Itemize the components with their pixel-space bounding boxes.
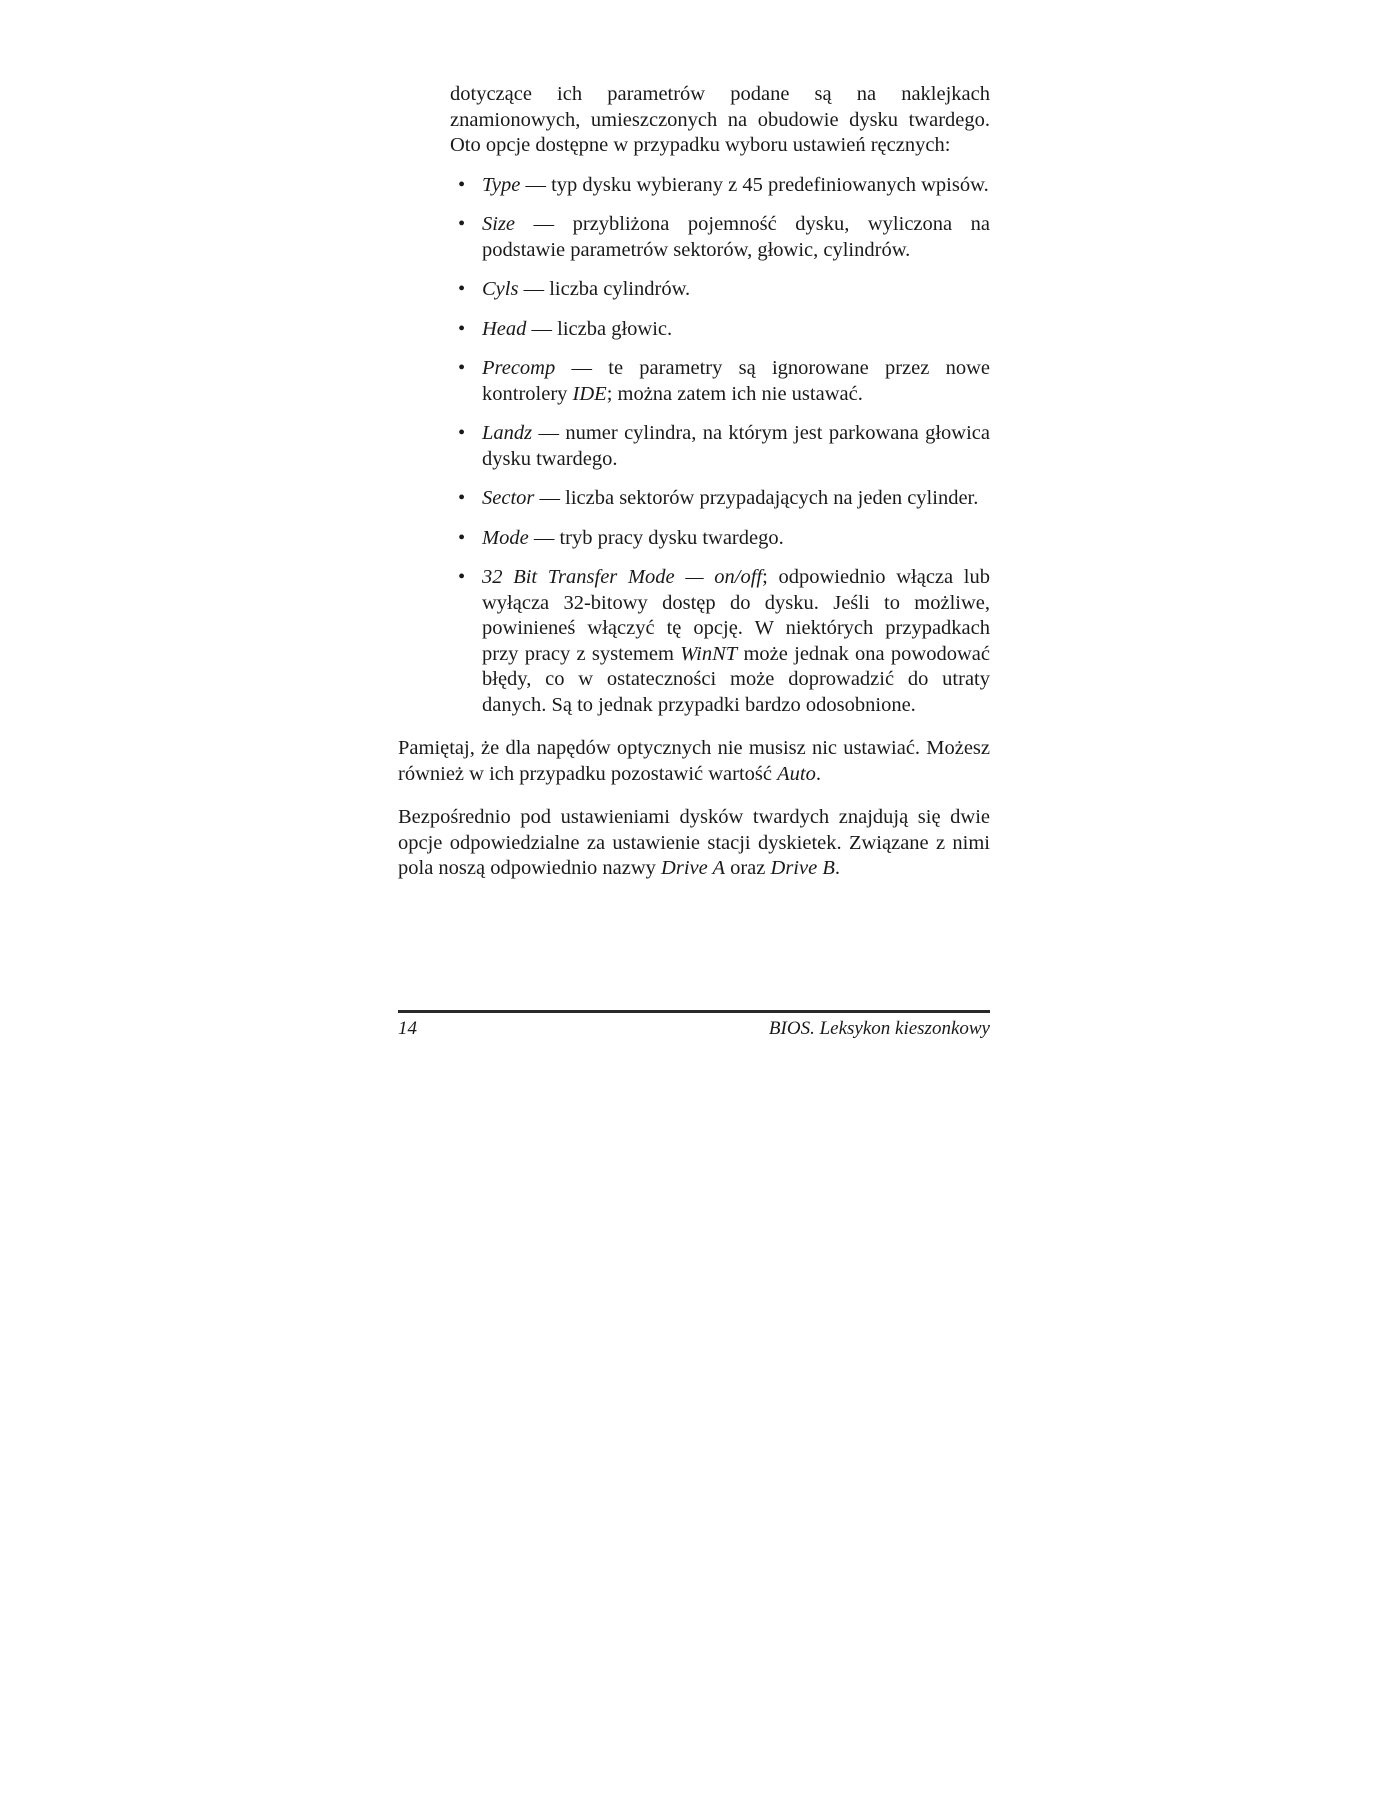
option-term: 32 Bit Transfer Mode — on/off — [482, 566, 763, 588]
bullet-icon: • — [458, 357, 466, 379]
option-term: Precomp — [482, 357, 556, 379]
bullet-icon: • — [458, 526, 466, 549]
option-emphasis: IDE — [572, 382, 607, 405]
options-list — [450, 173, 990, 719]
option-description: liczba cylindrów. — [549, 278, 691, 300]
option-description: liczba głowic. — [557, 317, 673, 340]
list-item: • 32 Bit Transfer Mode — on/off; odpowiednio włącza lub wyłącza 32-bitowy dostęp do dysku. Jeśli to możliwe, powinieneś włączyć tę opcję. W niektórych przypadkach przy pracy z systemem WinNT może jednak ona powodować błędy, co w ostateczności może doprowadzić do utraty danych. Są to jednak przypadki bardzo odosobnione. — [458, 566, 990, 716]
bullet-icon: • — [458, 173, 466, 196]
option-description: tryb pracy dysku twardego. — [559, 526, 784, 549]
option-term: Mode — [482, 526, 529, 549]
list-item: • Landz — numer cylindra, na którym jest parkowana głowica dysku twardego. — [458, 422, 990, 470]
bullet-icon: • — [458, 213, 466, 235]
option-description: numer cylindra, na którym jest parkowana głowica dysku twardego. — [482, 422, 990, 470]
list-item: • Precomp — te parametry są ignorowane przez nowe kontrolery IDE; można zatem ich nie ustawać. — [458, 357, 991, 405]
page-footer — [398, 1010, 990, 1040]
list-item: • Type — typ dysku wybierany z 45 predefiniowanych wpisów. — [450, 173, 990, 199]
option-description: liczba sektorów przypadających na jeden cylinder. — [565, 487, 979, 509]
list-item: • Size — przybliżona pojemność dysku, wyliczona na podstawie parametrów sektorów, głowic, cylindrów. — [458, 213, 990, 261]
option-description: typ dysku wybierany z 45 predefiniowanych wpisów. — [551, 173, 989, 196]
bullet-icon: • — [458, 487, 466, 509]
list-item: • Mode — tryb pracy dysku twardego. — [450, 526, 990, 552]
page-number: 14 — [398, 1018, 417, 1039]
option-term: Sector — [482, 487, 535, 509]
option-description: przybliżona pojemność dysku, wyliczona na podstawie parametrów sektorów, głowic, cylindrów. — [482, 213, 990, 261]
list-item: • Sector — liczba sektorów przypadających na jeden cylinder. — [450, 486, 990, 512]
running-title: BIOS. Leksykon kieszonkowy — [768, 1018, 990, 1039]
floppy-drives-paragraph: Bezpośrednio pod ustawieniami dysków twardych znajdują się dwie opcje odpowiedzialne za ustawienie stacji dyskietek. Związane z nimi pola noszą odpowiednio nazwy Drive A oraz Drive B. — [398, 806, 990, 879]
intro-paragraph — [450, 82, 990, 159]
option-term: Landz — [482, 422, 533, 444]
option-emphasis: WinNT — [680, 642, 738, 665]
emphasis-drive-b: Drive B — [770, 857, 835, 879]
option-term: Head — [482, 317, 527, 340]
option-term: Cyls — [482, 278, 519, 300]
bullet-icon: • — [458, 317, 466, 340]
bullet-icon: • — [458, 566, 466, 588]
option-description: odpowiednio włącza lub wyłącza 32-bitowy dostęp do dysku. Jeśli to możliwe, powinieneś włączyć tę opcję. W niektórych przypadkach przy pracy z systemem — [482, 566, 990, 665]
list-item: • Cyls — liczba cylindrów. — [450, 277, 990, 303]
option-term: Size — [482, 213, 516, 235]
bullet-icon: • — [458, 278, 466, 300]
optical-drives-paragraph: Pamiętaj, że dla napędów optycznych nie musisz nic ustawiać. Możesz również w ich przypadku pozostawić wartość Auto. — [398, 737, 990, 785]
emphasis-auto: Auto — [777, 762, 816, 785]
list-item: • Head — liczba głowic. — [450, 317, 990, 343]
bullet-icon: • — [458, 422, 466, 444]
emphasis-drive-a: Drive A — [661, 857, 725, 879]
option-term: Type — [482, 173, 521, 196]
option-description: te parametry są ignorowane przez nowe kontrolery — [482, 357, 991, 405]
intro-text: dotyczące ich parametrów podane są na naklejkach znamionowych, umieszczonych na obudowie dysku twardego. Oto opcje dostępne w przypadku wyboru ustawień ręcznych: — [450, 83, 990, 156]
page-body — [398, 82, 990, 882]
